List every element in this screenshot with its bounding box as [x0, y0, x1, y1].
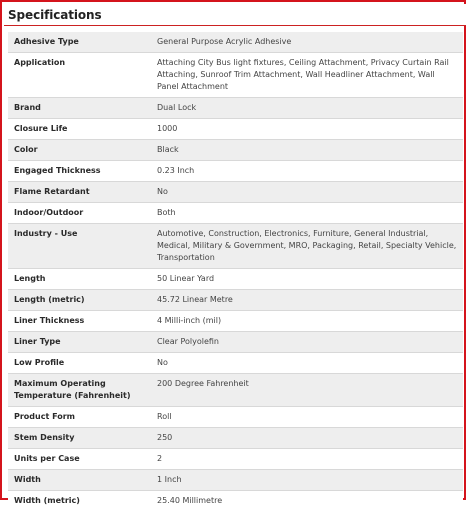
spec-row: [8, 374, 463, 407]
spec-value: No: [151, 182, 463, 203]
spec-row: [8, 53, 463, 98]
spec-row: [8, 311, 463, 332]
spec-row: [8, 470, 463, 491]
spec-value: 200 Degree Fahrenheit: [151, 374, 463, 407]
spec-row: [8, 428, 463, 449]
spec-key: Adhesive Type: [8, 32, 151, 53]
spec-key: Indoor/Outdoor: [8, 203, 151, 224]
spec-value: 0.23 Inch: [151, 161, 463, 182]
spec-row: [8, 98, 463, 119]
spec-key: Color: [8, 140, 151, 161]
spec-key: Low Profile: [8, 353, 151, 374]
spec-key: Application: [8, 53, 151, 98]
spec-row: [8, 407, 463, 428]
spec-table: [8, 32, 463, 511]
spec-key: Liner Type: [8, 332, 151, 353]
spec-row: [8, 119, 463, 140]
spec-row: [8, 290, 463, 311]
spec-key: Brand: [8, 98, 151, 119]
spec-row: [8, 161, 463, 182]
spec-value: Dual Lock: [151, 98, 463, 119]
spec-row: [8, 203, 463, 224]
spec-row: [8, 332, 463, 353]
spec-row: [8, 140, 463, 161]
spec-key: Engaged Thickness: [8, 161, 151, 182]
spec-key: Maximum Operating Temperature (Fahrenheit): [8, 374, 151, 407]
section-header: [4, 4, 466, 26]
spec-key: Stem Density: [8, 428, 151, 449]
section-title: Specifications: [8, 8, 102, 22]
spec-key: Width (metric): [8, 491, 151, 511]
spec-value: General Purpose Acrylic Adhesive: [151, 32, 463, 53]
spec-row: [8, 269, 463, 290]
spec-key: Liner Thickness: [8, 311, 151, 332]
spec-key: Industry - Use: [8, 224, 151, 269]
spec-value: 1000: [151, 119, 463, 140]
spec-value: 1 Inch: [151, 470, 463, 491]
spec-key: Units per Case: [8, 449, 151, 470]
spec-value: Roll: [151, 407, 463, 428]
spec-key: Length (metric): [8, 290, 151, 311]
spec-row: [8, 491, 463, 511]
header-divider: [4, 25, 466, 26]
spec-row: [8, 353, 463, 374]
spec-value: 2: [151, 449, 463, 470]
spec-value: No: [151, 353, 463, 374]
spec-key: Width: [8, 470, 151, 491]
spec-value: Automotive, Construction, Electronics, Furniture, General Industrial, Medical, Military & Government, MRO, Packaging, Retail, Specialty Vehicle, Transportation: [151, 224, 463, 269]
spec-key: Length: [8, 269, 151, 290]
spec-row: [8, 32, 463, 53]
spec-key: Closure Life: [8, 119, 151, 140]
spec-value: 250: [151, 428, 463, 449]
spec-value: Black: [151, 140, 463, 161]
spec-value: Both: [151, 203, 463, 224]
spec-value: 50 Linear Yard: [151, 269, 463, 290]
spec-key: Product Form: [8, 407, 151, 428]
spec-value: Attaching City Bus light fixtures, Ceiling Attachment, Privacy Curtain Rail Attaching, Sunroof Trim Attachment, Wall Headliner Attachment, Wall Panel Attachment: [151, 53, 463, 98]
spec-row: [8, 224, 463, 269]
spec-row: [8, 182, 463, 203]
spec-value: 4 Milli-inch (mil): [151, 311, 463, 332]
spec-value: 25.40 Millimetre: [151, 491, 463, 511]
spec-key: Flame Retardant: [8, 182, 151, 203]
spec-row: [8, 449, 463, 470]
spec-value: Clear Polyolefin: [151, 332, 463, 353]
spec-value: 45.72 Linear Metre: [151, 290, 463, 311]
